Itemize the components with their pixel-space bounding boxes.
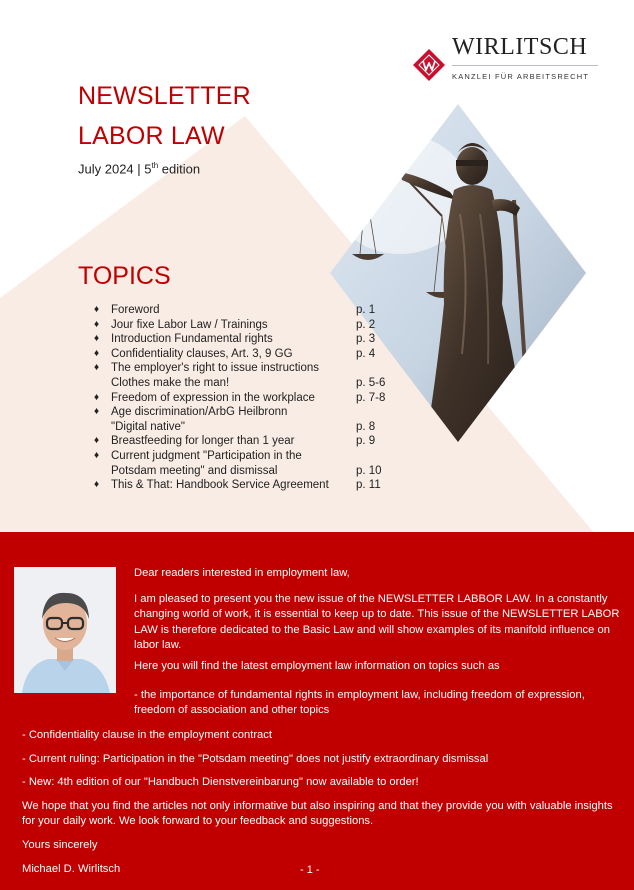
topic-title: Jour fixe Labor Law / Trainings — [111, 318, 268, 331]
diamond-bullet-icon: ♦ — [94, 318, 100, 330]
diamond-bullet-icon: ♦ — [94, 362, 100, 374]
topic-page-number: p. 1 — [356, 304, 376, 316]
letter-greeting: Dear readers interested in employment law, — [134, 567, 350, 579]
firm-subtitle: KANZLEI FÜR ARBEITSRECHT — [452, 72, 590, 81]
topic-item — [94, 391, 384, 406]
letter-signature: Michael D. Wirlitsch — [22, 863, 121, 875]
topic-item — [94, 405, 384, 434]
edition-superscript: th — [151, 161, 159, 170]
topic-title: Breastfeeding for longer than 1 year — [111, 435, 295, 448]
topics-list — [94, 303, 384, 493]
topics-heading: TOPICS — [78, 262, 171, 290]
newsletter-subtitle: LABOR LAW — [78, 122, 225, 150]
topic-title: Potsdam meeting" and dismissal — [111, 464, 278, 477]
topic-item — [94, 303, 384, 318]
diamond-bullet-icon: ♦ — [94, 449, 100, 461]
newsletter-title: NEWSLETTER — [78, 82, 251, 110]
topic-title: Age discrimination/ArbG Heilbronn — [111, 406, 288, 419]
topic-item — [94, 332, 384, 347]
wirlitsch-diamond-logo-icon — [412, 48, 446, 82]
letter-topic-handbook: - New: 4th edition of our "Handbuch Dienstvereinbarung" now available to order! — [22, 776, 419, 788]
letter-topic-potsdam-ruling: - Current ruling: Participation in the "Potsdam meeting" does not justify extraordinary dismissal — [22, 753, 489, 765]
firm-name: WIRLITSCH — [452, 34, 588, 60]
topic-page-number: p. 11 — [356, 479, 381, 492]
letter-topic-confidentiality: - Confidentiality clause in the employment contract — [22, 729, 272, 741]
topic-title: Freedom of expression in the workplace — [111, 391, 315, 404]
topic-item — [94, 449, 384, 478]
topic-title: The employer's right to issue instructions — [111, 362, 320, 375]
topic-title: This & That: Handbook Service Agreement — [111, 479, 329, 492]
diamond-bullet-icon: ♦ — [94, 479, 100, 491]
diamond-bullet-icon: ♦ — [94, 406, 100, 418]
edition-line — [78, 161, 200, 176]
topic-page-number: p. 8 — [356, 420, 376, 433]
topic-page-number: p. 3 — [356, 333, 376, 346]
topic-page-number: p. 5-6 — [356, 376, 386, 389]
topic-item — [94, 318, 384, 333]
diamond-bullet-icon: ♦ — [94, 304, 100, 315]
topic-item — [94, 347, 384, 362]
diamond-bullet-icon: ♦ — [94, 347, 100, 359]
diamond-bullet-icon: ♦ — [94, 333, 100, 345]
page-number: - 1 - — [300, 864, 320, 876]
topic-title: Introduction Fundamental rights — [111, 333, 273, 346]
author-photo — [14, 567, 116, 693]
letter-paragraph-closing: We hope that you find the articles not only informative but also inspiring and that they provide you with valuable insights for your daily work. We look forward to your feedback and suggestions. — [22, 800, 613, 828]
firm-logo — [412, 34, 612, 90]
topic-item — [94, 361, 384, 390]
topic-page-number: p. 2 — [356, 318, 376, 331]
logo-divider — [452, 65, 598, 66]
topic-title: Foreword — [111, 304, 160, 316]
topic-item — [94, 434, 384, 449]
edition-prefix: July 2024 | 5 — [78, 161, 152, 177]
topic-title: Confidentiality clauses, Art. 3, 9 GG — [111, 347, 293, 360]
topic-page-number: p. 9 — [356, 435, 376, 448]
topic-page-number: p. 4 — [356, 347, 376, 360]
letter-closing: Yours sincerely — [22, 839, 98, 851]
diamond-bullet-icon: ♦ — [94, 391, 100, 403]
letter-topic-fundamental-rights: - the importance of fundamental rights in employment law, including freedom of expression, freedom of association and other topics — [134, 689, 585, 717]
diamond-bullet-icon: ♦ — [94, 435, 100, 447]
topic-title: Clothes make the man! — [111, 376, 230, 389]
topic-page-number: p. 10 — [356, 464, 382, 477]
topic-title: "Digital native" — [111, 420, 186, 433]
letter-paragraph-topics-intro: Here you will find the latest employment law information on topics such as — [134, 660, 500, 672]
edition-suffix: edition — [158, 161, 201, 177]
topic-page-number: p. 7-8 — [356, 391, 386, 404]
topic-title: Current judgment "Participation in the — [111, 449, 302, 462]
topic-item — [94, 478, 384, 493]
letter-paragraph-intro: I am pleased to present you the new issue of the NEWSLETTER LABBOR LAW. In a constantly changing world of work, it is essential to keep up to date. This issue of the NEWSLETTER LABOR LAW is therefore dedicated to the Basic Law and will show examples of its manifold influence on labor law. — [134, 593, 620, 651]
